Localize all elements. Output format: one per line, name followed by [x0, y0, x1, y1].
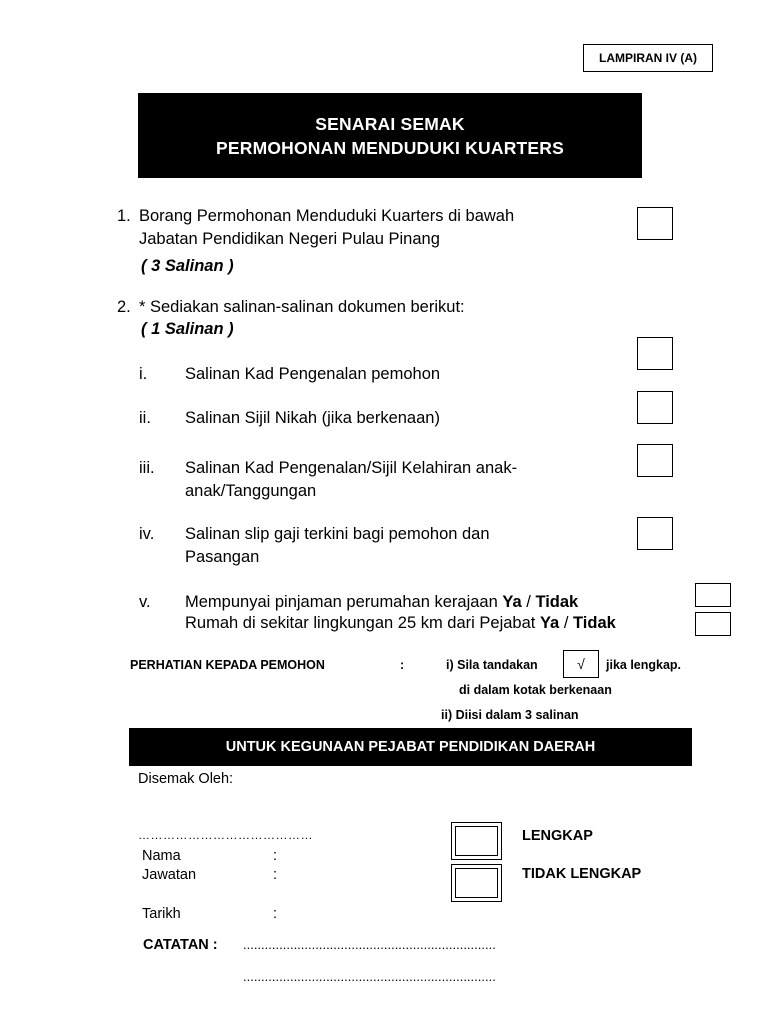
tidak-lengkap-label: TIDAK LENGKAP [522, 866, 642, 882]
nama-label: Nama [142, 848, 181, 864]
item1-copies: ( 3 Salinan ) [141, 257, 234, 275]
subitem-v-line2 [185, 612, 616, 635]
catatan-line-2[interactable]: ...................................................................... [243, 969, 496, 984]
note-1-prefix: i) Sila tandakan [446, 658, 538, 672]
jawatan-label: Jawatan [142, 867, 197, 883]
perhatian-colon: : [400, 658, 405, 672]
subitem-text: Salinan Sijil Nikah (jika berkenaan) [185, 409, 440, 427]
item2-line1: * Sediakan salinan-salinan dokumen berikut: [139, 298, 465, 316]
slash: / [526, 593, 531, 611]
note-1-line2: di dalam kotak berkenaan [459, 683, 612, 697]
subitem-i-checkbox[interactable] [637, 337, 673, 370]
subitem-text: Mempunyai pinjaman perumahan kerajaan [185, 593, 498, 611]
subitem-text: Salinan Kad Pengenalan pemohon [185, 365, 441, 383]
subitem-number: ii. [139, 409, 151, 427]
subitem-text-line2: Pasangan [185, 548, 260, 566]
tick-icon: √ [577, 656, 585, 672]
rumah-checkbox[interactable] [695, 612, 731, 636]
subitem-number: iv. [139, 525, 155, 543]
item2-copies: ( 1 Salinan ) [141, 320, 234, 338]
disemak-label: Disemak Oleh: [138, 771, 234, 787]
tidak-lengkap-checkbox[interactable] [451, 864, 502, 902]
note-1-suffix: jika lengkap. [606, 658, 682, 672]
catatan-label: CATATAN : [143, 937, 218, 953]
subitem-number: v. [139, 593, 151, 611]
catatan-line-1[interactable]: ...................................................................... [243, 937, 496, 952]
tidak-label: Tidak [535, 593, 579, 611]
subitem-text: Salinan slip gaji terkini bagi pemohon dan [185, 525, 490, 543]
subitem-v-line1 [185, 591, 578, 614]
nama-colon: : [273, 848, 278, 864]
jawatan-colon: : [273, 867, 278, 883]
item1-checkbox[interactable] [637, 207, 673, 240]
subitem-iii-checkbox[interactable] [637, 444, 673, 477]
subitem-text-line2: anak/Tanggungan [185, 482, 317, 500]
lengkap-checkbox[interactable] [451, 822, 502, 860]
title-line-1: SENARAI SEMAK [315, 113, 465, 134]
item2-number: 2. [117, 298, 131, 316]
tarikh-colon: : [273, 906, 278, 922]
subitem-text-line2: Rumah di sekitar lingkungan 25 km dari Pejabat [185, 614, 536, 632]
item1-line1: Borang Permohonan Menduduki Kuarters di bawah [139, 207, 515, 225]
item1-line2: Jabatan Pendidikan Negeri Pulau Pinang [139, 230, 440, 248]
pinjaman-checkbox[interactable] [695, 583, 731, 607]
subitem-text: Salinan Kad Pengenalan/Sijil Kelahiran anak- [185, 459, 518, 477]
signature-line: …………………………………… [138, 828, 313, 842]
subitem-iv-checkbox[interactable] [637, 517, 673, 550]
tick-sample-box [563, 650, 599, 678]
ya-label: Ya [539, 614, 560, 632]
ya-label: Ya [502, 593, 522, 611]
tidak-label: Tidak [573, 614, 616, 632]
tarikh-label: Tarikh [142, 906, 181, 922]
lampiran-label: LAMPIRAN IV (A) [583, 44, 713, 72]
note-2: ii) Diisi dalam 3 salinan [441, 708, 579, 722]
subitem-number: i. [139, 365, 148, 383]
office-use-banner: UNTUK KEGUNAAN PEJABAT PENDIDIKAN DAERAH [129, 728, 692, 766]
slash: / [563, 614, 569, 632]
item1-number: 1. [117, 207, 131, 225]
title-banner [138, 93, 642, 178]
subitem-number: iii. [139, 459, 155, 477]
lengkap-label: LENGKAP [522, 828, 593, 844]
subitem-ii-checkbox[interactable] [637, 391, 673, 424]
title-line-2: PERMOHONAN MENDUDUKI KUARTERS [215, 137, 565, 158]
perhatian-label: PERHATIAN KEPADA PEMOHON [130, 658, 325, 672]
